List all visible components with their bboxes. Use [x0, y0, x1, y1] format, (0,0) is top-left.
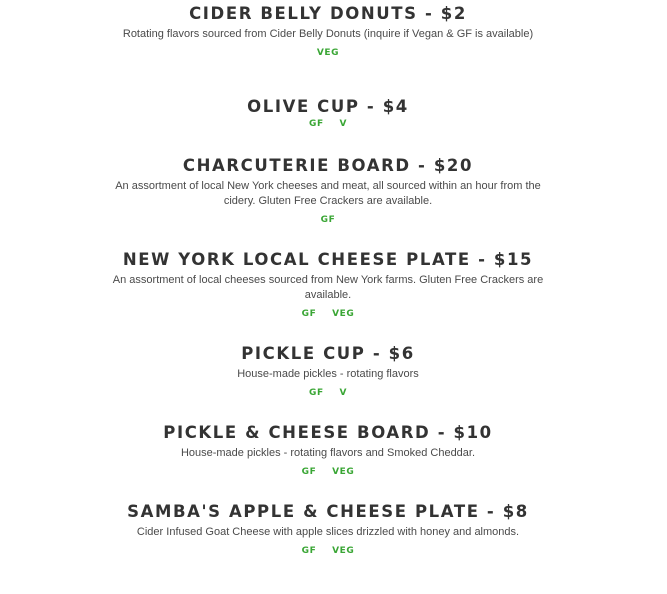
- dietary-tag: GF: [320, 215, 336, 225]
- dietary-tags: [110, 213, 546, 227]
- menu-item-title: OLIVE CUP - $4: [247, 97, 409, 116]
- menu-item-title: PICKLE & CHEESE BOARD - $10: [163, 423, 493, 442]
- menu-item-description: Rotating flavors sourced from Cider Belly Donuts (inquire if Vegan & GF is available): [122, 28, 534, 40]
- menu-item-title: CHARCUTERIE BOARD - $20: [182, 156, 474, 175]
- menu-item-description: House-made pickles - rotating flavors and Smoked Cheddar.: [180, 447, 476, 459]
- dietary-tags: [110, 307, 546, 321]
- dietary-tag: VEG: [316, 48, 340, 58]
- menu-item-cider-belly-donuts: [110, 4, 546, 60]
- dietary-tag: GF: [308, 119, 324, 129]
- dietary-tag: VEG: [332, 309, 355, 319]
- dietary-tag: VEG: [332, 546, 355, 556]
- menu-item-olive-cup: [110, 97, 546, 131]
- dietary-tag: GF: [301, 467, 317, 477]
- dietary-tag: VEG: [332, 467, 355, 477]
- menu-item-pickle-and-cheese-board: [110, 423, 546, 479]
- menu-item-charcuterie-board: [110, 156, 546, 227]
- dietary-tag: V: [339, 119, 348, 129]
- menu-item-title: PICKLE CUP - $6: [241, 344, 415, 363]
- menu-item-pickle-cup: [110, 344, 546, 400]
- menu-item-description: House-made pickles - rotating flavors: [237, 368, 419, 380]
- menu-item-title: SAMBA'S APPLE & CHEESE PLATE - $8: [127, 502, 529, 521]
- menu-item-sambas-apple-and-cheese-plate: [110, 502, 546, 558]
- menu-item-title: NEW YORK LOCAL CHEESE PLATE - $15: [122, 250, 534, 269]
- menu-item-description: An assortment of local cheeses sourced from New York farms. Gluten Free Crackers are available.: [112, 274, 544, 301]
- dietary-tags: [110, 544, 546, 558]
- dietary-tag: GF: [308, 388, 324, 398]
- menu-item-description: An assortment of local New York cheeses and meat, all sourced within an hour from the cidery. Gluten Free Crackers are available.: [115, 180, 541, 207]
- dietary-tag: V: [339, 388, 348, 398]
- dietary-tags: [110, 117, 546, 131]
- dietary-tags: [110, 386, 546, 400]
- dietary-tags: [110, 465, 546, 479]
- menu-item-description: Cider Infused Goat Cheese with apple slices drizzled with honey and almonds.: [136, 526, 520, 538]
- dietary-tag: GF: [301, 546, 317, 556]
- menu-item-title: CIDER BELLY DONUTS - $2: [189, 4, 467, 23]
- menu-item-new-york-local-cheese-plate: [110, 250, 546, 321]
- dietary-tags: [110, 46, 546, 60]
- dietary-tag: GF: [301, 309, 317, 319]
